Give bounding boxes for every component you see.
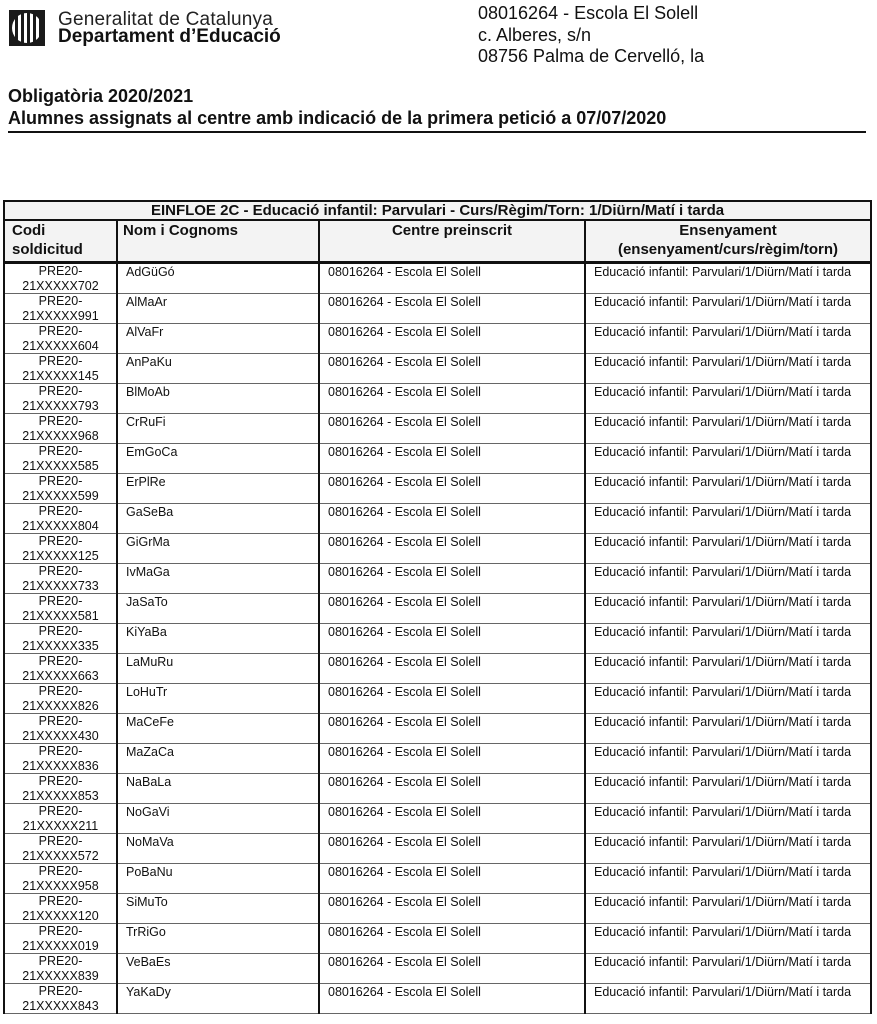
table-row [4,684,871,714]
cell-centre: 08016264 - Escola El Solell [319,804,585,834]
cell-ensenyament: Educació infantil: Parvulari/1/Diürn/Matí i tarda [585,474,871,504]
cell-code: PRE20- 21XXXXX733 [4,564,117,594]
cell-ensenyament: Educació infantil: Parvulari/1/Diürn/Matí i tarda [585,354,871,384]
cell-ensenyament: Educació infantil: Parvulari/1/Diürn/Matí i tarda [585,534,871,564]
cell-name: YaKaDy [117,984,319,1014]
table-row [4,294,871,324]
cell-code: PRE20- 21XXXXX572 [4,834,117,864]
school-city: 08756 Palma de Cervelló, la [478,46,705,66]
cell-centre: 08016264 - Escola El Solell [319,534,585,564]
cell-centre: 08016264 - Escola El Solell [319,504,585,534]
cell-name: NaBaLa [117,774,319,804]
cell-name: SiMuTo [117,894,319,924]
cell-centre: 08016264 - Escola El Solell [319,984,585,1014]
cell-ensenyament: Educació infantil: Parvulari/1/Diürn/Matí i tarda [585,924,871,954]
cell-code: PRE20- 21XXXXX839 [4,954,117,984]
table-row [4,774,871,804]
table-row [4,263,871,294]
cell-name: BlMoAb [117,384,319,414]
table-row [4,444,871,474]
cell-code: PRE20- 21XXXXX804 [4,504,117,534]
cell-ensenyament: Educació infantil: Parvulari/1/Diürn/Matí i tarda [585,834,871,864]
cell-name: GaSeBa [117,504,319,534]
cell-name: AlMaAr [117,294,319,324]
table-row [4,654,871,684]
table-row [4,414,871,444]
cell-code: PRE20- 21XXXXX335 [4,624,117,654]
table-row [4,564,871,594]
logo-line2: Departament d’Educació [58,26,281,47]
cell-ensenyament: Educació infantil: Parvulari/1/Diürn/Matí i tarda [585,324,871,354]
table-row [4,714,871,744]
cell-name: LoHuTr [117,684,319,714]
cell-centre: 08016264 - Escola El Solell [319,594,585,624]
table-row [4,594,871,624]
school-street: c. Alberes, s/n [478,24,592,45]
cell-ensenyament: Educació infantil: Parvulari/1/Diürn/Matí i tarda [585,654,871,684]
table-row [4,744,871,774]
cell-centre: 08016264 - Escola El Solell [319,684,585,714]
cell-name: TrRiGo [117,924,319,954]
cell-name: JaSaTo [117,594,319,624]
cell-centre: 08016264 - Escola El Solell [319,414,585,444]
col-header-ensenyament: Ensenyament (ensenyament/curs/règim/torn) [585,220,871,263]
report-title: Alumnes assignats al centre amb indicació de la primera petició a 07/07/2020 [8,107,866,133]
cell-ensenyament: Educació infantil: Parvulari/1/Diürn/Matí i tarda [585,624,871,654]
logo-line1: Generalitat de Catalunya [58,9,273,30]
table-row [4,804,871,834]
table-row [4,324,871,354]
cell-name: LaMuRu [117,654,319,684]
table-row [4,834,871,864]
cell-code: PRE20- 21XXXXX793 [4,384,117,414]
cell-centre: 08016264 - Escola El Solell [319,954,585,984]
cell-name: IvMaGa [117,564,319,594]
cell-name: MaCeFe [117,714,319,744]
cell-ensenyament: Educació infantil: Parvulari/1/Diürn/Matí i tarda [585,414,871,444]
cell-code: PRE20- 21XXXXX836 [4,744,117,774]
report-titles [8,86,866,133]
cell-centre: 08016264 - Escola El Solell [319,384,585,414]
cell-name: EmGoCa [117,444,319,474]
cell-code: PRE20- 21XXXXX430 [4,714,117,744]
cell-code: PRE20- 21XXXXX019 [4,924,117,954]
cell-code: PRE20- 21XXXXX702 [4,263,117,294]
school-name: 08016264 - Escola El Solell [478,3,699,23]
catalan-shield-icon [9,10,45,46]
cell-centre: 08016264 - Escola El Solell [319,474,585,504]
generalitat-logo [9,10,281,46]
cell-centre: 08016264 - Escola El Solell [319,263,585,294]
table-row [4,924,871,954]
table-row [4,984,871,1014]
cell-ensenyament: Educació infantil: Parvulari/1/Diürn/Matí i tarda [585,804,871,834]
cell-code: PRE20- 21XXXXX211 [4,804,117,834]
cell-centre: 08016264 - Escola El Solell [319,564,585,594]
table-row [4,354,871,384]
cell-code: PRE20- 21XXXXX125 [4,534,117,564]
report-year: Obligatòria 2020/2021 [8,86,194,106]
cell-name: CrRuFi [117,414,319,444]
cell-name: GiGrMa [117,534,319,564]
cell-ensenyament: Educació infantil: Parvulari/1/Diürn/Matí i tarda [585,384,871,414]
cell-code: PRE20- 21XXXXX604 [4,324,117,354]
cell-code: PRE20- 21XXXXX145 [4,354,117,384]
cell-centre: 08016264 - Escola El Solell [319,654,585,684]
cell-centre: 08016264 - Escola El Solell [319,324,585,354]
cell-name: VeBaEs [117,954,319,984]
table-row [4,474,871,504]
table-row [4,624,871,654]
table-row [4,864,871,894]
school-address [478,3,704,68]
cell-centre: 08016264 - Escola El Solell [319,744,585,774]
cell-centre: 08016264 - Escola El Solell [319,834,585,864]
col-header-code: Codi soldicitud [4,220,117,263]
logo-text [58,11,281,45]
cell-centre: 08016264 - Escola El Solell [319,894,585,924]
cell-name: AlVaFr [117,324,319,354]
cell-ensenyament: Educació infantil: Parvulari/1/Diürn/Matí i tarda [585,774,871,804]
cell-name: AdGüGó [117,263,319,294]
cell-name: ErPlRe [117,474,319,504]
cell-ensenyament: Educació infantil: Parvulari/1/Diürn/Matí i tarda [585,444,871,474]
cell-ensenyament: Educació infantil: Parvulari/1/Diürn/Matí i tarda [585,864,871,894]
cell-code: PRE20- 21XXXXX991 [4,294,117,324]
cell-centre: 08016264 - Escola El Solell [319,294,585,324]
cell-centre: 08016264 - Escola El Solell [319,774,585,804]
cell-centre: 08016264 - Escola El Solell [319,354,585,384]
cell-code: PRE20- 21XXXXX663 [4,654,117,684]
cell-code: PRE20- 21XXXXX581 [4,594,117,624]
table-row [4,954,871,984]
cell-name: KiYaBa [117,624,319,654]
cell-ensenyament: Educació infantil: Parvulari/1/Diürn/Matí i tarda [585,894,871,924]
cell-name: NoMaVa [117,834,319,864]
cell-ensenyament: Educació infantil: Parvulari/1/Diürn/Matí i tarda [585,294,871,324]
cell-centre: 08016264 - Escola El Solell [319,864,585,894]
cell-ensenyament: Educació infantil: Parvulari/1/Diürn/Matí i tarda [585,594,871,624]
cell-centre: 08016264 - Escola El Solell [319,714,585,744]
cell-code: PRE20- 21XXXXX120 [4,894,117,924]
cell-ensenyament: Educació infantil: Parvulari/1/Diürn/Matí i tarda [585,744,871,774]
cell-code: PRE20- 21XXXXX585 [4,444,117,474]
col-header-name: Nom i Cognoms [117,220,319,263]
cell-name: MaZaCa [117,744,319,774]
cell-code: PRE20- 21XXXXX843 [4,984,117,1014]
cell-ensenyament: Educació infantil: Parvulari/1/Diürn/Matí i tarda [585,504,871,534]
cell-centre: 08016264 - Escola El Solell [319,624,585,654]
table-row [4,504,871,534]
group-header: EINFLOE 2C - Educació infantil: Parvulari - Curs/Règim/Torn: 1/Diürn/Matí i tarda [4,201,871,220]
cell-centre: 08016264 - Escola El Solell [319,924,585,954]
cell-ensenyament: Educació infantil: Parvulari/1/Diürn/Matí i tarda [585,954,871,984]
table-row [4,894,871,924]
cell-ensenyament: Educació infantil: Parvulari/1/Diürn/Matí i tarda [585,684,871,714]
cell-ensenyament: Educació infantil: Parvulari/1/Diürn/Matí i tarda [585,984,871,1014]
cell-ensenyament: Educació infantil: Parvulari/1/Diürn/Matí i tarda [585,714,871,744]
cell-name: PoBaNu [117,864,319,894]
cell-ensenyament: Educació infantil: Parvulari/1/Diürn/Matí i tarda [585,263,871,294]
cell-ensenyament: Educació infantil: Parvulari/1/Diürn/Matí i tarda [585,564,871,594]
cell-code: PRE20- 21XXXXX853 [4,774,117,804]
cell-name: AnPaKu [117,354,319,384]
cell-code: PRE20- 21XXXXX968 [4,414,117,444]
col-header-centre: Centre preinscrit [319,220,585,263]
cell-centre: 08016264 - Escola El Solell [319,444,585,474]
cell-code: PRE20- 21XXXXX826 [4,684,117,714]
table-row [4,534,871,564]
cell-name: NoGaVi [117,804,319,834]
table-row [4,384,871,414]
cell-code: PRE20- 21XXXXX599 [4,474,117,504]
cell-code: PRE20- 21XXXXX958 [4,864,117,894]
students-table [3,200,872,1014]
